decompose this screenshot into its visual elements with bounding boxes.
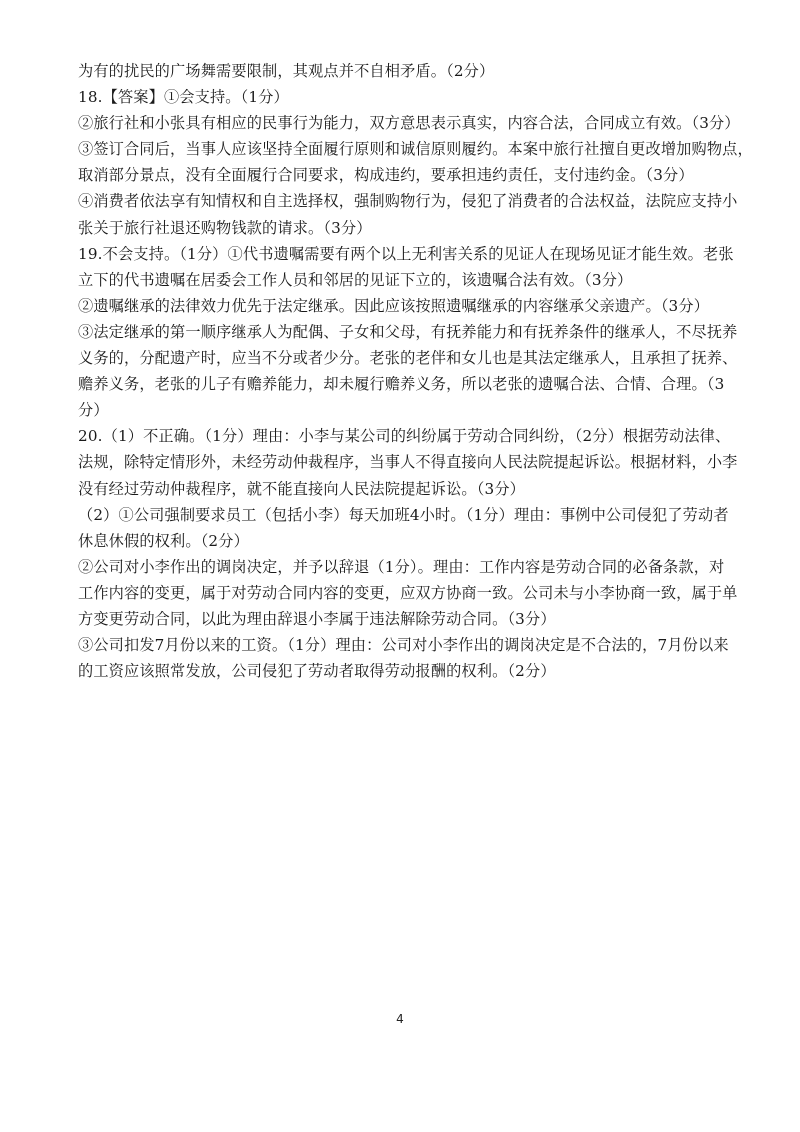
text-line: 18.【答案】①会支持。（1分） [78, 88, 289, 107]
text-line: 法规，除特定情形外，未经劳动仲裁程序，当事人不得直接向人民法院提起诉讼。根据材料，小李 [78, 453, 738, 472]
text-line: ②遗嘱继承的法律效力优先于法定继承。因此应该按照遗嘱继承的内容继承父亲遗产。（3分） [78, 296, 710, 315]
text-line: 的工资应该照常发放，公司侵犯了劳动者取得劳动报酬的权利。（2分） [78, 662, 556, 681]
text-line: 张关于旅行社退还购物钱款的请求。（3分） [78, 218, 372, 237]
text-line: ③签订合同后，当事人应该坚持全面履行原则和诚信原则履约。本案中旅行社擅自更改增加购物点， [78, 140, 753, 159]
text-line: 方变更劳动合同，以此为理由辞退小李属于违法解除劳动合同。（3分） [78, 609, 556, 628]
text-line: 义务的，分配遗产时，应当不分或者少分。老张的老伴和女儿也是其法定继承人，且承担了抚养、 [78, 349, 738, 368]
text-line: （2）①公司强制要求员工（包括小李）每天加班4小时。（1分）理由：事例中公司侵犯了劳动者 [78, 505, 729, 524]
text-line: 工作内容的变更，属于对劳动合同内容的变更，应双方协商一致。公司未与小李协商一致，属于单 [78, 583, 738, 602]
page-number: 4 [396, 1012, 404, 1026]
text-line: 19.不会支持。（1分）①代书遗嘱需要有两个以上无利害关系的见证人在现场见证才能生效。老张 [78, 244, 734, 263]
text-line: ②公司对小李作出的调岗决定，并予以辞退（1分）。理由：工作内容是劳动合同的必备条款，对 [78, 557, 725, 576]
text-line: 没有经过劳动仲裁程序，就不能直接向人民法院提起诉讼。（3分） [78, 479, 526, 498]
text-line: ②旅行社和小张具有相应的民事行为能力，双方意思表示真实，内容合法，合同成立有效。（3分） [78, 114, 740, 133]
text-line: ③公司扣发7月份以来的工资。（1分）理由：公司对小李作出的调岗决定是不合法的，7月份以来 [78, 636, 729, 655]
text-line: ③法定继承的第一顺序继承人为配偶、子女和父母，有抚养能力和有抚养条件的继承人，不尽抚养 [78, 322, 738, 341]
text-line: 为有的扰民的广场舞需要限制，其观点并不自相矛盾。（2分） [78, 62, 495, 80]
text-line: 分） [78, 401, 109, 420]
text-line: 赡养义务，老张的儿子有赡养能力，却未履行赡养义务，所以老张的遗嘱合法、合情、合理。（3 [78, 375, 725, 394]
text-line: 休息休假的权利。（2分） [78, 531, 249, 550]
text-line: 20.（1）不正确。（1分）理由：小李与某公司的纠纷属于劳动合同纠纷，（2分）根据劳动法律、 [78, 427, 731, 446]
text-line: 取消部分景点，没有全面履行合同要求，构成违约，要承担违约责任，支付违约金。（3分） [78, 166, 694, 185]
text-line: 立下的代书遗嘱在居委会工作人员和邻居的见证下立的，该遗嘱合法有效。（3分） [78, 270, 633, 289]
text-line: ④消费者依法享有知情权和自主选择权，强制购物行为，侵犯了消费者的合法权益，法院应支持小 [78, 192, 738, 211]
answer-text [78, 58, 753, 684]
